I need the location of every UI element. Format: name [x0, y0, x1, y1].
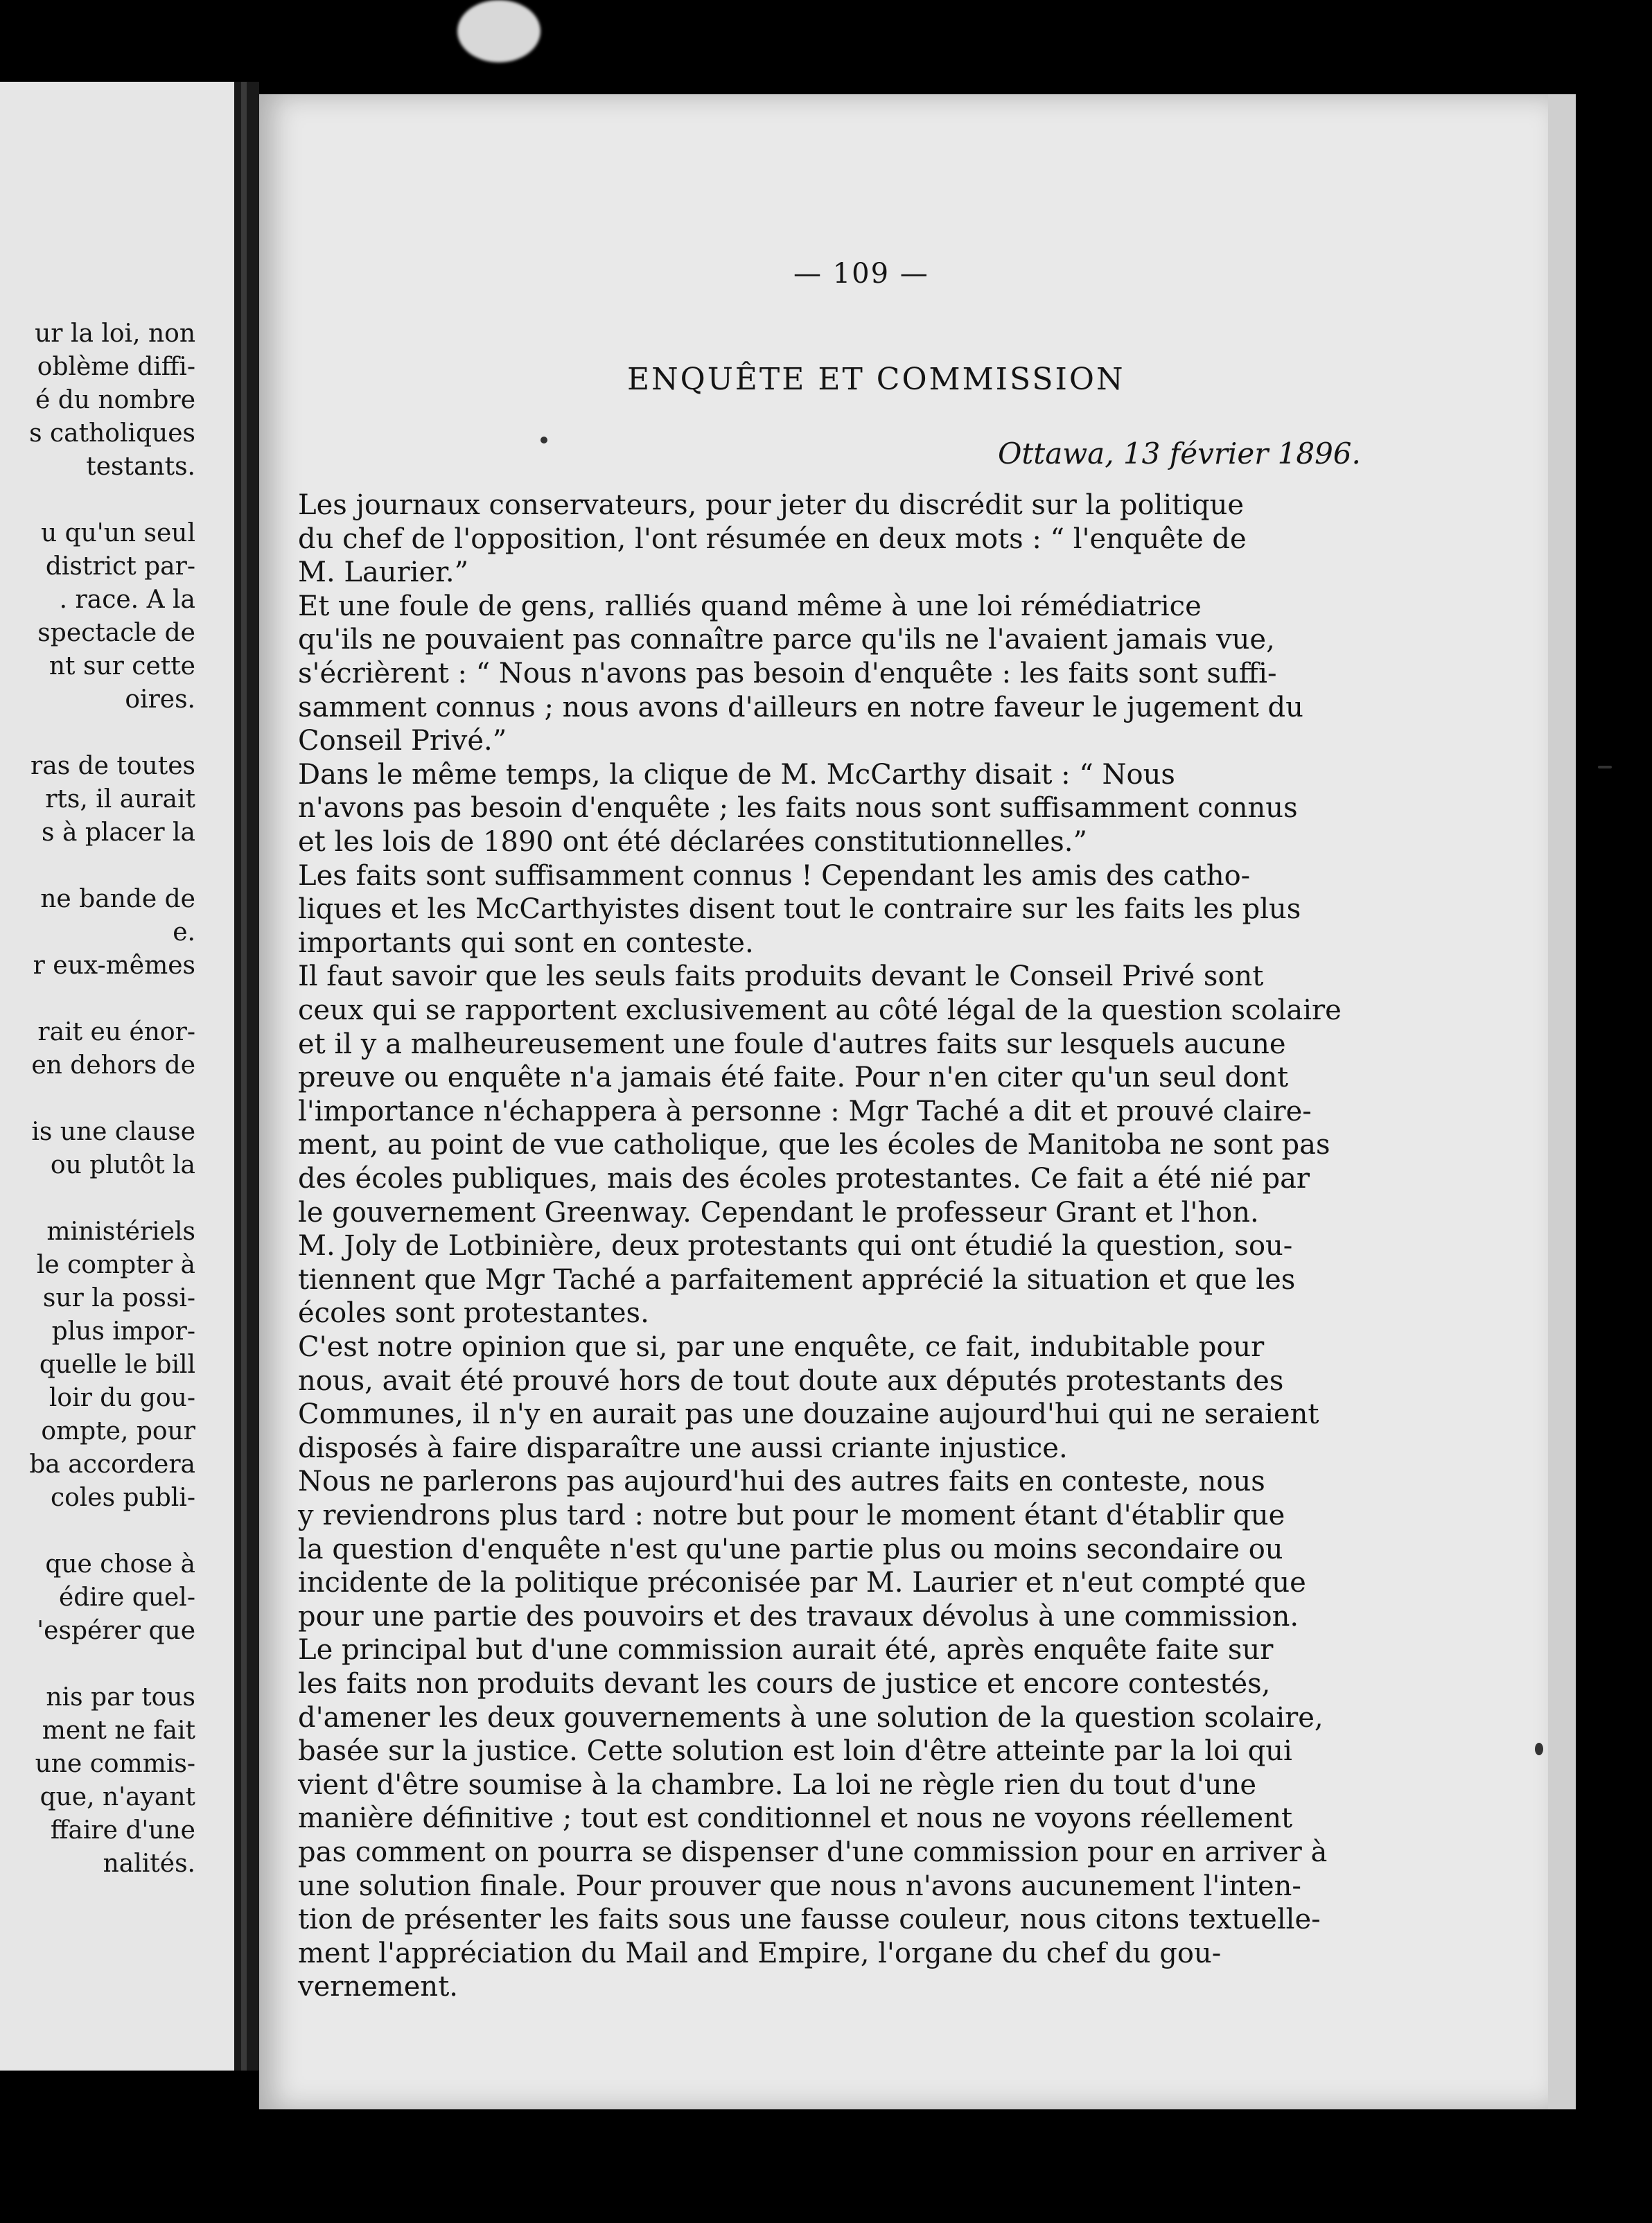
article-line: samment connus ; nous avons d'ailleurs en notre faveur le jugement du [298, 691, 1303, 723]
page-edge [1548, 94, 1576, 2109]
left-page-line: rait eu énor- [37, 1018, 195, 1046]
article-line: M. Joly de Lotbinière, deux protestants qui ont étudié la question, sou- [298, 1230, 1293, 1263]
article-line: importants qui sont en conteste. [298, 926, 754, 959]
page-title: ENQUÊTE ET COMMISSION [627, 362, 1125, 397]
left-page-line: 'espérer que [37, 1617, 195, 1645]
left-page-line: oires. [125, 685, 195, 714]
left-page [0, 82, 234, 2071]
article-line: ceux qui se rapportent exclusivement au côté légal de la question scolaire [298, 994, 1342, 1026]
book-spine [234, 82, 259, 2071]
page-number: — 109 — [793, 258, 929, 290]
article-line: tion de présenter les faits sous une fausse couleur, nous citons textuelle- [298, 1904, 1321, 1936]
ink-speck [1535, 1743, 1543, 1755]
article-line: Nous ne parlerons pas aujourd'hui des autres faits en conteste, nous [298, 1466, 1265, 1498]
left-page-line: ministériels [46, 1218, 195, 1246]
article-line: s'écrièrent : “ Nous n'avons pas besoin d'enquête : les faits sont suffi- [298, 658, 1277, 689]
left-page-line: ou plutôt la [50, 1151, 195, 1179]
left-page-line: ffaire d'une [50, 1816, 195, 1845]
article-line: le gouvernement Greenway. Cependant le professeur Grant et l'hon. [298, 1196, 1259, 1229]
left-page-line: é du nombre [35, 386, 195, 414]
left-page-line: is une clause [31, 1118, 195, 1146]
article-line: M. Laurier.” [298, 556, 469, 589]
left-page-line: rts, il aurait [45, 785, 195, 814]
article-line: les faits non produits devant les cours de justice et encore contestés, [298, 1668, 1271, 1700]
article-line: n'avons pas besoin d'enquête ; les faits nous sont suffisamment connus [298, 792, 1298, 825]
left-page-line: . race. A la [59, 586, 195, 614]
article-line: y reviendrons plus tard : notre but pour le moment étant d'établir que [298, 1500, 1285, 1531]
article-line: une solution finale. Pour prouver que nous n'avons aucunement l'inten- [298, 1870, 1301, 1902]
left-page-line: loir du gou- [49, 1384, 195, 1412]
left-page-line: district par- [45, 552, 195, 581]
left-page-line: nis par tous [46, 1683, 195, 1712]
article-line: vient d'être soumise à la chambre. La loi ne règle rien du tout d'une [298, 1768, 1257, 1801]
article-line: et les lois de 1890 ont été déclarées constitutionnelles.” [298, 826, 1087, 858]
left-page-line: u qu'un seul [40, 519, 195, 547]
left-page-line: que, n'ayant [39, 1783, 195, 1811]
dateline: Ottawa, 13 février 1896. [998, 437, 1361, 471]
article-line: Et une foule de gens, ralliés quand même à une loi rémédiatrice [298, 590, 1202, 622]
left-page-line: quelle le bill [39, 1351, 195, 1379]
article-line: Dans le même temps, la clique de M. McCarthy disait : “ Nous [298, 758, 1175, 791]
article-line: basée sur la justice. Cette solution est loin d'être atteinte par la loi qui [298, 1735, 1292, 1768]
ink-speck [541, 437, 547, 443]
left-page-line: s à placer la [42, 818, 195, 847]
left-page-line: ne bande de [40, 885, 195, 913]
left-page-line: coles publi- [50, 1484, 195, 1512]
left-page-line: en dehors de [31, 1051, 195, 1080]
left-page-line: une commis- [35, 1750, 195, 1778]
left-page-line: nalités. [103, 1849, 195, 1878]
article-line: Les journaux conservateurs, pour jeter du discrédit sur la politique [298, 489, 1245, 521]
article-line: manière définitive ; tout est conditionnel et nous ne voyons réellement [298, 1802, 1293, 1835]
left-page-line: ba accordera [29, 1450, 195, 1479]
article-line: disposés à faire disparaître une aussi criante injustice. [298, 1432, 1068, 1464]
article-line: qu'ils ne pouvaient pas connaître parce qu'ils ne l'avaient jamais vue, [298, 624, 1275, 656]
book-spine-highlight [241, 82, 247, 2071]
left-page-line: nt sur cette [49, 652, 195, 680]
article-line: la question d'enquête n'est qu'une partie plus ou moins secondaire ou [298, 1533, 1283, 1565]
left-page-line: e. [173, 918, 195, 947]
left-page-line: édire quel- [58, 1583, 195, 1612]
article-line: pour une partie des pouvoirs et des travaux dévolus à une commission. [298, 1600, 1299, 1633]
article-line: du chef de l'opposition, l'ont résumée en deux mots : “ l'enquête de [298, 522, 1247, 555]
article-line: et il y a malheureusement une foule d'autres faits sur lesquels aucune [298, 1028, 1286, 1060]
article-line: d'amener les deux gouvernements à une solution de la question scolaire, [298, 1701, 1324, 1734]
left-page-line: ur la loi, non [35, 319, 195, 348]
left-page-line: plus impor- [51, 1317, 195, 1346]
article-line: des écoles publiques, mais des écoles protestantes. Ce fait a été nié par [298, 1163, 1310, 1195]
article-line: Le principal but d'une commission aurait été, après enquête faite sur [298, 1634, 1274, 1667]
article-line: pas comment on pourra se dispenser d'une commission pour en arriver à [298, 1836, 1328, 1868]
left-page-line: ompte, pour [41, 1417, 195, 1446]
article-line: incidente de la politique préconisée par M. Laurier et n'eut compté que [298, 1567, 1306, 1599]
article-line: Il faut savoir que les seuls faits produits devant le Conseil Privé sont [298, 960, 1264, 993]
article-line: écoles sont protestantes. [298, 1297, 649, 1330]
article-line: vernement. [298, 1971, 458, 2003]
left-page-line: oblème diffi- [37, 353, 195, 381]
article-line: Les faits sont suffisamment connus ! Cependant les amis des catho- [298, 859, 1251, 892]
article-line: Communes, il n'y en aurait pas une douzaine aujourd'hui qui ne seraient [298, 1398, 1319, 1431]
left-page-line: le compter à [36, 1251, 195, 1279]
left-page-line: ras de toutes [30, 752, 195, 780]
article-line: tiennent que Mgr Taché a parfaitement apprécié la situation et que les [298, 1263, 1296, 1296]
article-line: preuve ou enquête n'a jamais été faite. Pour n'en citer qu'un seul dont [298, 1062, 1289, 1094]
article-line: ment, au point de vue catholique, que les écoles de Manitoba ne sont pas [298, 1129, 1330, 1161]
article-line: ment l'appréciation du Mail and Empire, l'organe du chef du gou- [298, 1937, 1222, 1969]
ink-blot [457, 0, 541, 62]
article-line: C'est notre opinion que si, par une enquête, ce fait, indubitable pour [298, 1331, 1265, 1363]
left-page-line: s catholiques [29, 419, 195, 448]
article-line: liques et les McCarthyistes disent tout le contraire sur les faits les plus [298, 893, 1301, 926]
left-page-line: ment ne fait [42, 1716, 195, 1745]
left-page-line: sur la possi- [42, 1284, 195, 1312]
article-line: Conseil Privé.” [298, 725, 507, 757]
ink-speck [1598, 766, 1612, 768]
article-line: nous, avait été prouvé hors de tout doute aux députés protestants des [298, 1364, 1284, 1397]
left-page-line: spectacle de [37, 619, 195, 647]
left-page-line: testants. [86, 452, 195, 481]
article-line: l'importance n'échappera à personne : Mgr Taché a dit et prouvé claire- [298, 1095, 1312, 1127]
left-page-line: r eux-mêmes [33, 951, 195, 980]
left-page-line: que chose à [45, 1550, 195, 1579]
